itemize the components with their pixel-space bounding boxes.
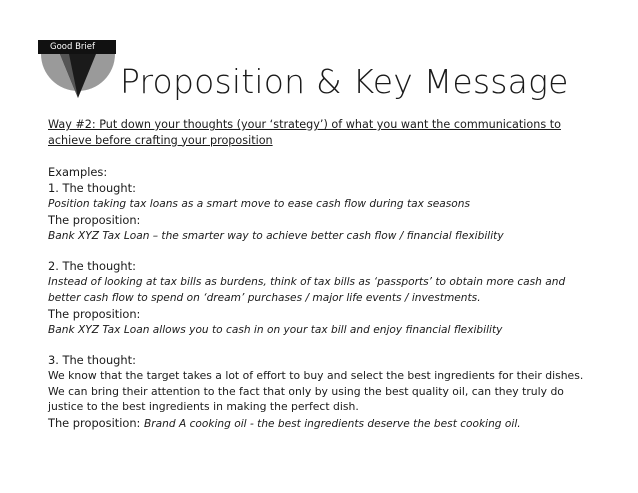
example-3-proposition-label: The proposition: — [48, 415, 141, 430]
example-1-thought-label: 1. The thought: — [48, 181, 136, 195]
examples-heading: Examples: — [48, 165, 108, 179]
example-2-thought: Instead of looking at tax bills as burdens, think of tax bills as ‘passports’ to obtain more cash and better cash flow to spend on ‘dream’ purchases / major life events / investments. — [48, 276, 566, 304]
example-2-proposition: Bank XYZ Tax Loan allows you to cash in on your tax bill and enjoy financial flexibility — [48, 324, 503, 336]
example-3-thought-label: 3. The thought: — [48, 353, 136, 367]
example-2-proposition-label: The proposition: — [48, 307, 141, 321]
example-1-thought: Position taking tax loans as a smart move to ease cash flow during tax seasons — [48, 198, 471, 210]
examples-section — [48, 164, 596, 432]
example-1-proposition-label: The proposition: — [48, 213, 141, 227]
intro-text: Way #2: Put down your thoughts (your ‘strategy’) of what you want the communications to achieve before crafting your proposition — [48, 118, 561, 147]
example-3-thought: We know that the target takes a lot of effort to buy and select the best ingredients for their dishes. We can bring their attention to the fact that only by using the best quality oil, can they truly do justice to the best ingredients in making the perfect dish. — [48, 369, 584, 413]
page-title: Proposition & Key Message — [120, 62, 569, 101]
good-brief-logo — [38, 40, 118, 98]
logo-badge: Good Brief — [38, 40, 116, 54]
example-3-proposition: Brand A cooking oil - the best ingredients deserve the best cooking oil. — [144, 417, 521, 430]
example-1-proposition: Bank XYZ Tax Loan – the smarter way to achieve better cash flow / financial flexibility — [48, 230, 504, 242]
example-2-thought-label: 2. The thought: — [48, 259, 136, 273]
example-3-proposition-row — [48, 415, 596, 432]
logo-shape-icon — [38, 54, 118, 100]
